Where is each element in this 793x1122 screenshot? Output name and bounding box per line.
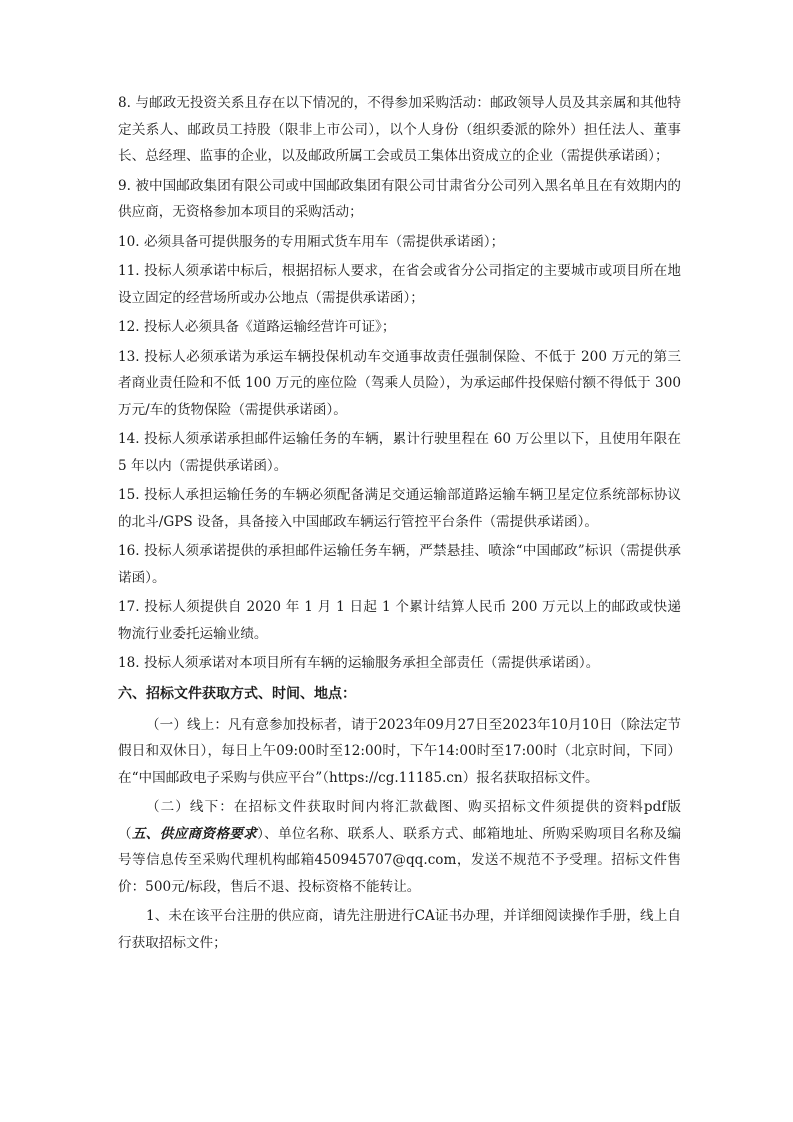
qualification-item-8: 8. 与邮政无投资关系且存在以下情况的，不得参加采购活动：邮政领导人员及其亲属和其他特定关系人、邮政员工持股（限非上市公司），以个人身份（组织委派的除外）担任法人、董事长、总经理、监事的企业，以及邮政所属工会或员工集体出资成立的企业（需提供承诺函）； xyxy=(118,95,681,164)
qualification-item-10: 10. 必须具备可提供服务的专用厢式货车用车（需提供承诺函）； xyxy=(118,233,505,250)
qualification-item-18: 18. 投标人须承诺对本项目所有车辆的运输服务承担全部责任（需提供承诺函）。 xyxy=(118,655,600,671)
offline-text-post: ）、单位名称、联系人、联系方式、邮箱地址、所购采购项目名称及编号等信息传至采购代理机构邮箱450945707@qq.com，发送不规范不予受理。招标文件售价：500元/标段，售后不退、投标资格不能转让。 xyxy=(118,825,682,895)
qualification-item-9: 9. 被中国邮政集团有限公司或中国邮政集团有限公司甘肃省分公司列入黑名单且在有效期内的供应商，无资格参加本项目的采购活动； xyxy=(118,177,681,220)
online-acquisition-paragraph: （一）线上：凡有意参加投标者，请于2023年09月27日至2023年10月10日（除法定节假日和双休日），每日上午09:00时至12:00时，下午14:00时至17:00时（北京时间，下同）在“中国邮政电子采购与供应平台”（https://cg.11185.cn）报名获取招标文件。 xyxy=(118,716,681,786)
qualification-item-11: 11. 投标人须承诺中标后，根据招标人要求，在省会或省分公司指定的主要城市或项目所在地设立固定的经营场所或办公地点（需提供承诺函）； xyxy=(118,263,681,306)
qualification-item-12: 12. 投标人必须具备《道路运输经营许可证》； xyxy=(118,319,396,335)
qualification-item-16: 16. 投标人须承诺提供的承担邮件运输任务车辆，严禁悬挂、喷涂“中国邮政”标识（需提供承诺函）。 xyxy=(118,543,681,586)
qualification-item-17: 17. 投标人须提供自 2020 年 1 月 1 日起 1 个累计结算人民币 200 万元以上的邮政或快递物流行业委托运输业绩。 xyxy=(118,599,681,642)
qualification-item-13: 13. 投标人必须承诺为承运车辆投保机动车交通事故责任强制保险、不低于 200 万元的第三者商业责任险和不低 100 万元的座位险（驾乘人员险），为承运邮件投保赔付额不得低于 300 万元/车的货物保险（需提供承诺函）。 xyxy=(118,348,681,418)
offline-text-pre: （二）线下：在招标文件获取时间内将汇款截图、购买招标文件须提供的资料pdf版（ xyxy=(118,799,681,842)
offline-acquisition-paragraph xyxy=(118,794,681,900)
qualification-item-14: 14. 投标人须承诺承担邮件运输任务的车辆，累计行驶里程在 60 万公里以下，且使用年限在 5 年以内（需提供承诺函）。 xyxy=(118,431,681,474)
qualification-list xyxy=(118,90,681,677)
section-heading: 六、招标文件获取方式、时间、地点： xyxy=(118,685,356,702)
qualification-item-15: 15. 投标人承担运输任务的车辆必须配备满足交通运输部道路运输车辆卫星定位系统部标协议的北斗/GPS 设备，具备接入中国邮政车辆运行管控平台条件（需提供承诺函）。 xyxy=(118,487,681,530)
note-1-paragraph: 1、未在该平台注册的供应商，请先注册进行CA证书办理，并详细阅读操作手册，线上自行获取招标文件； xyxy=(118,908,681,951)
offline-text-emphasis: 五、供应商资格要求 xyxy=(131,825,258,842)
